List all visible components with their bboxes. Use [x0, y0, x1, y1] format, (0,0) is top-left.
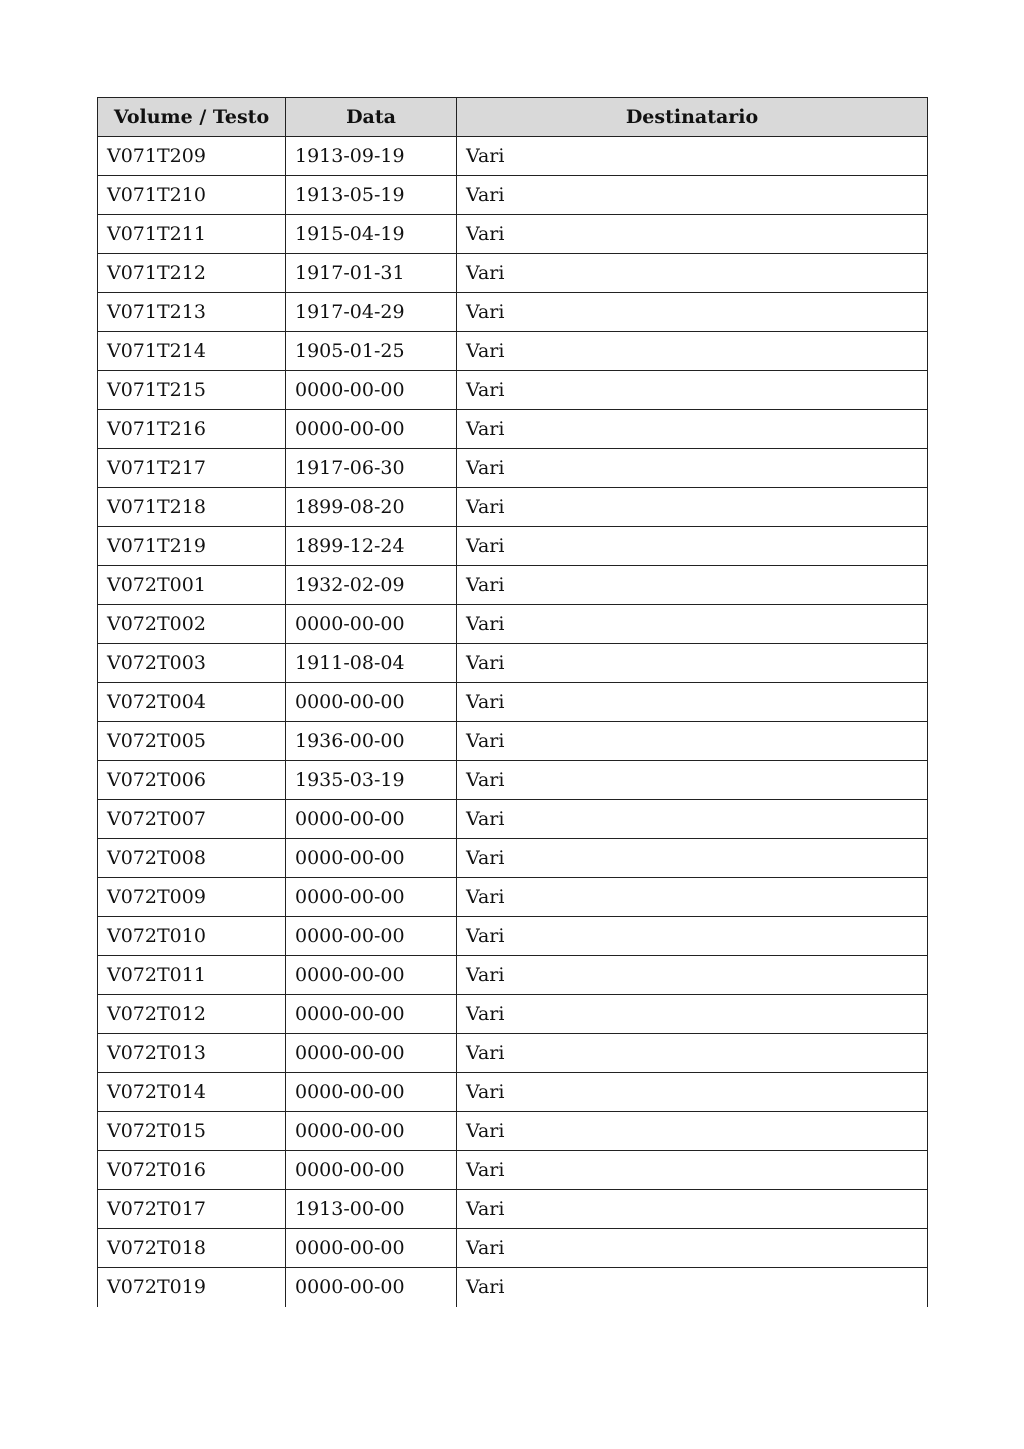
cell-volume-testo: V072T001	[98, 566, 286, 605]
table-row	[98, 956, 928, 995]
cell-destinatario: Vari	[457, 1190, 928, 1229]
cell-data: 0000-00-00	[286, 410, 457, 449]
cell-volume-testo: V072T017	[98, 1190, 286, 1229]
table-row	[98, 332, 928, 371]
cell-destinatario: Vari	[457, 683, 928, 722]
cell-destinatario: Vari	[457, 527, 928, 566]
cell-data: 1917-01-31	[286, 254, 457, 293]
cell-destinatario: Vari	[457, 956, 928, 995]
table-row	[98, 1268, 928, 1307]
cell-volume-testo: V071T211	[98, 215, 286, 254]
cell-data: 1936-00-00	[286, 722, 457, 761]
table-row	[98, 176, 928, 215]
cell-destinatario: Vari	[457, 995, 928, 1034]
table-row	[98, 1112, 928, 1151]
cell-volume-testo: V071T213	[98, 293, 286, 332]
table-row	[98, 605, 928, 644]
cell-volume-testo: V071T219	[98, 527, 286, 566]
cell-destinatario: Vari	[457, 800, 928, 839]
table-row	[98, 683, 928, 722]
cell-destinatario: Vari	[457, 293, 928, 332]
header-destinatario: Destinatario	[457, 98, 928, 137]
cell-data: 0000-00-00	[286, 605, 457, 644]
cell-volume-testo: V071T217	[98, 449, 286, 488]
table-row	[98, 410, 928, 449]
cell-destinatario: Vari	[457, 761, 928, 800]
cell-volume-testo: V072T009	[98, 878, 286, 917]
records-table	[97, 97, 928, 1307]
table-row	[98, 293, 928, 332]
table-row	[98, 488, 928, 527]
cell-destinatario: Vari	[457, 1073, 928, 1112]
header-data: Data	[286, 98, 457, 137]
cell-volume-testo: V072T003	[98, 644, 286, 683]
cell-data: 0000-00-00	[286, 839, 457, 878]
table-row	[98, 722, 928, 761]
table-row	[98, 1229, 928, 1268]
table-row	[98, 1151, 928, 1190]
cell-data: 0000-00-00	[286, 1268, 457, 1307]
cell-volume-testo: V072T004	[98, 683, 286, 722]
cell-destinatario: Vari	[457, 332, 928, 371]
cell-destinatario: Vari	[457, 605, 928, 644]
cell-volume-testo: V072T010	[98, 917, 286, 956]
cell-destinatario: Vari	[457, 410, 928, 449]
cell-data: 0000-00-00	[286, 683, 457, 722]
cell-volume-testo: V071T209	[98, 137, 286, 176]
cell-destinatario: Vari	[457, 488, 928, 527]
cell-destinatario: Vari	[457, 722, 928, 761]
cell-data: 1917-06-30	[286, 449, 457, 488]
cell-volume-testo: V071T216	[98, 410, 286, 449]
table-row	[98, 800, 928, 839]
cell-data: 1915-04-19	[286, 215, 457, 254]
table-row	[98, 644, 928, 683]
cell-data: 0000-00-00	[286, 1229, 457, 1268]
cell-data: 1913-00-00	[286, 1190, 457, 1229]
cell-data: 0000-00-00	[286, 371, 457, 410]
cell-data: 0000-00-00	[286, 956, 457, 995]
cell-volume-testo: V072T018	[98, 1229, 286, 1268]
cell-volume-testo: V071T212	[98, 254, 286, 293]
cell-volume-testo: V071T215	[98, 371, 286, 410]
cell-destinatario: Vari	[457, 644, 928, 683]
table-body	[98, 137, 928, 1307]
table-row	[98, 137, 928, 176]
cell-destinatario: Vari	[457, 254, 928, 293]
table-row	[98, 527, 928, 566]
cell-volume-testo: V072T015	[98, 1112, 286, 1151]
cell-destinatario: Vari	[457, 839, 928, 878]
cell-destinatario: Vari	[457, 1268, 928, 1307]
cell-destinatario: Vari	[457, 917, 928, 956]
cell-data: 0000-00-00	[286, 1034, 457, 1073]
cell-data: 0000-00-00	[286, 1151, 457, 1190]
cell-destinatario: Vari	[457, 137, 928, 176]
table-row	[98, 839, 928, 878]
table-row	[98, 878, 928, 917]
cell-volume-testo: V072T019	[98, 1268, 286, 1307]
cell-volume-testo: V072T012	[98, 995, 286, 1034]
cell-volume-testo: V072T011	[98, 956, 286, 995]
cell-data: 1913-09-19	[286, 137, 457, 176]
cell-data: 0000-00-00	[286, 1112, 457, 1151]
cell-destinatario: Vari	[457, 878, 928, 917]
cell-destinatario: Vari	[457, 1151, 928, 1190]
cell-destinatario: Vari	[457, 566, 928, 605]
cell-data: 0000-00-00	[286, 878, 457, 917]
cell-data: 1913-05-19	[286, 176, 457, 215]
header-volume-testo: Volume / Testo	[98, 98, 286, 137]
cell-destinatario: Vari	[457, 1229, 928, 1268]
cell-volume-testo: V071T214	[98, 332, 286, 371]
table-row	[98, 254, 928, 293]
table-row	[98, 761, 928, 800]
cell-destinatario: Vari	[457, 1034, 928, 1073]
table-row	[98, 917, 928, 956]
table-row	[98, 995, 928, 1034]
cell-data: 1899-08-20	[286, 488, 457, 527]
table-row	[98, 1073, 928, 1112]
cell-volume-testo: V071T218	[98, 488, 286, 527]
cell-data: 0000-00-00	[286, 917, 457, 956]
cell-data: 1932-02-09	[286, 566, 457, 605]
table-row	[98, 1034, 928, 1073]
cell-destinatario: Vari	[457, 215, 928, 254]
cell-data: 0000-00-00	[286, 1073, 457, 1112]
table-row	[98, 1190, 928, 1229]
cell-volume-testo: V072T014	[98, 1073, 286, 1112]
cell-volume-testo: V072T002	[98, 605, 286, 644]
cell-data: 0000-00-00	[286, 995, 457, 1034]
cell-data: 1905-01-25	[286, 332, 457, 371]
cell-destinatario: Vari	[457, 176, 928, 215]
cell-data: 1899-12-24	[286, 527, 457, 566]
table-row	[98, 566, 928, 605]
cell-destinatario: Vari	[457, 449, 928, 488]
table-row	[98, 449, 928, 488]
cell-volume-testo: V071T210	[98, 176, 286, 215]
cell-volume-testo: V072T013	[98, 1034, 286, 1073]
table-header-row	[98, 98, 928, 137]
cell-data: 1917-04-29	[286, 293, 457, 332]
cell-data: 0000-00-00	[286, 800, 457, 839]
cell-data: 1935-03-19	[286, 761, 457, 800]
table-row	[98, 215, 928, 254]
cell-volume-testo: V072T006	[98, 761, 286, 800]
cell-destinatario: Vari	[457, 1112, 928, 1151]
cell-destinatario: Vari	[457, 371, 928, 410]
cell-volume-testo: V072T005	[98, 722, 286, 761]
cell-volume-testo: V072T007	[98, 800, 286, 839]
cell-volume-testo: V072T008	[98, 839, 286, 878]
cell-data: 1911-08-04	[286, 644, 457, 683]
table-row	[98, 371, 928, 410]
cell-volume-testo: V072T016	[98, 1151, 286, 1190]
